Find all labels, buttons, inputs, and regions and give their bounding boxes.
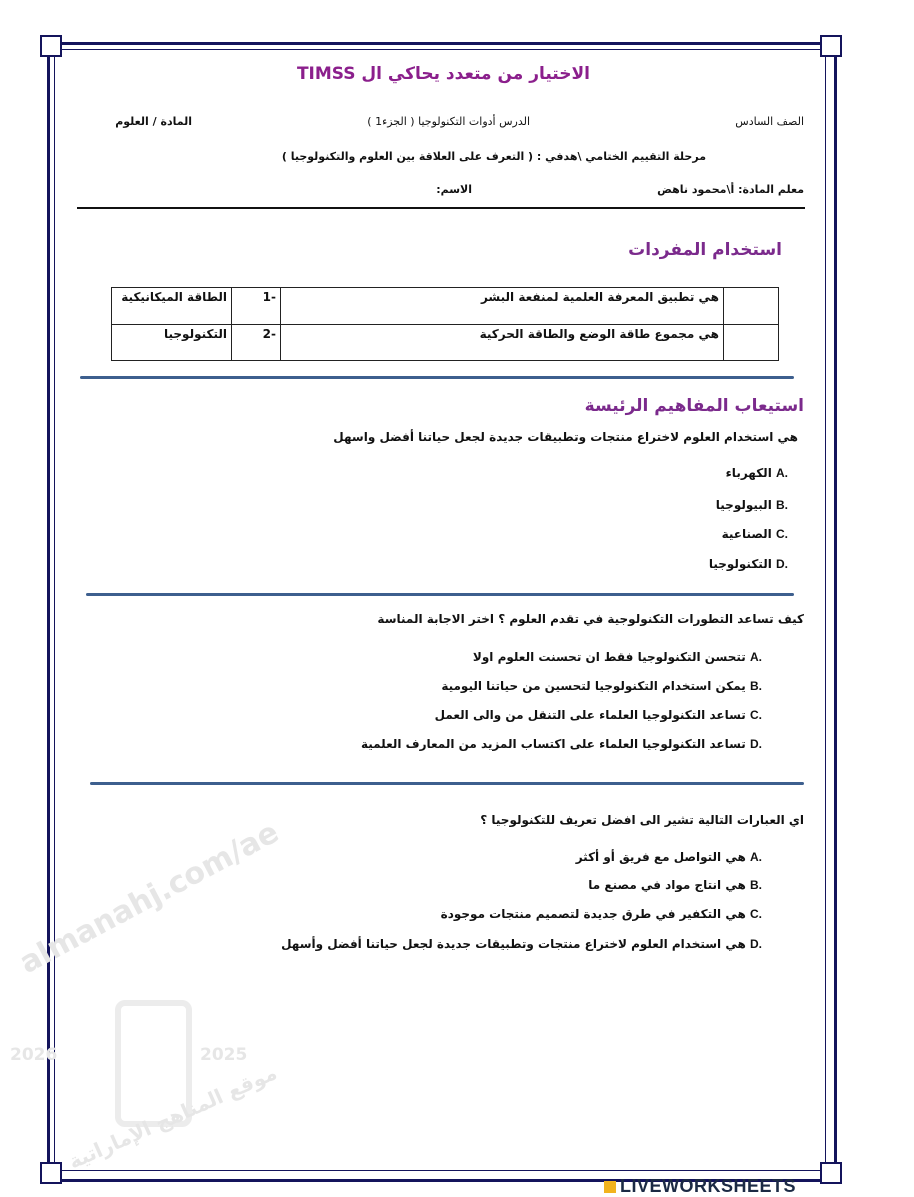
number-cell: -2 xyxy=(232,325,281,361)
option-letter: C. xyxy=(750,708,762,722)
question-1-text: هي استخدام العلوم لاختراع منتجات وتطبيقات جديدة لجعل حياتنا أفضل واسهل xyxy=(333,430,798,444)
option-text: تساعد التكنولوجيا العلماء على التنقل من والى العمل xyxy=(434,708,746,722)
grade-label: الصف السادس xyxy=(735,115,804,128)
q2-option-d[interactable] xyxy=(361,737,772,751)
option-letter: A. xyxy=(750,850,762,864)
option-letter: C. xyxy=(750,907,762,921)
option-text: تساعد التكنولوجيا العلماء على اكتساب المزيد من المعارف العلمية xyxy=(360,737,746,751)
logo-text: LIVEWORKSHEETS xyxy=(620,1176,797,1196)
section-divider xyxy=(86,593,794,596)
option-text: هي انتاج مواد في مصنع ما xyxy=(588,878,746,892)
liveworksheets-logo[interactable] xyxy=(604,1176,796,1197)
vocab-section-title: استخدام المفردات xyxy=(628,240,782,260)
number-cell: -1 xyxy=(232,288,281,325)
q2-option-a[interactable] xyxy=(473,650,772,664)
q3-option-d[interactable] xyxy=(281,937,772,951)
watermark-site: almanahj.com/ae xyxy=(14,814,285,981)
corner-ornament xyxy=(820,1162,842,1184)
name-label: الاسم: xyxy=(436,183,472,196)
option-letter: A. xyxy=(776,466,788,480)
watermark-year-left: 2026 xyxy=(10,1045,58,1065)
corner-ornament xyxy=(40,1162,62,1184)
corner-ornament xyxy=(40,35,62,57)
option-letter: D. xyxy=(750,937,762,951)
option-text: هي استخدام العلوم لاختراع منتجات وتطبيقات جديدة لجعل حياتنا أفضل وأسهل xyxy=(281,937,746,951)
watermark-arabic: موقع المناهج الإماراتية xyxy=(64,1060,281,1174)
option-text: يمكن استخدام التكنولوجيا لتحسين من حياتنا اليومية xyxy=(441,679,746,693)
question-2-text: كيف تساعد التطورات التكنولوجية في تقدم العلوم ؟ اختر الاجابة المناسة xyxy=(377,612,804,626)
q1-option-d[interactable] xyxy=(709,557,798,571)
q3-option-c[interactable] xyxy=(441,907,772,921)
section-divider xyxy=(90,782,804,785)
term-cell: الطاقة الميكانيكية xyxy=(112,288,232,325)
q1-option-a[interactable] xyxy=(726,466,798,480)
q1-option-b[interactable] xyxy=(716,498,798,512)
option-text: البيولوجيا xyxy=(715,498,772,512)
definition-cell: هي مجموع طاقة الوضع والطاقة الحركية xyxy=(281,325,724,361)
answer-box[interactable] xyxy=(724,325,779,361)
logo-mark-icon xyxy=(604,1181,616,1193)
q3-option-a[interactable] xyxy=(576,850,772,864)
header-divider xyxy=(77,207,805,209)
lesson-label: الدرس أدوات التكنولوجيا ( الجزء1 ) xyxy=(367,115,530,128)
option-letter: B. xyxy=(776,498,788,512)
vocab-table xyxy=(111,287,779,361)
stage-label: مرحلة التقييم الختامي \هدفي : ( التعرف على العلاقة بين العلوم والتكنولوجيا ) xyxy=(281,150,706,163)
question-3-text: اي العبارات التالية تشير الى افضل تعريف للتكنولوجيا ؟ xyxy=(480,813,804,827)
definition-cell: هي تطبيق المعرفة العلمية لمنفعة البشر xyxy=(281,288,724,325)
option-letter: A. xyxy=(750,650,762,664)
teacher-label: معلم المادة: أ\محمود ناهض xyxy=(657,183,804,196)
option-letter: B. xyxy=(750,679,762,693)
term-cell: التكنولوجيا xyxy=(112,325,232,361)
option-text: تتحسن التكنولوجيا فقط ان تحسنت العلوم اولا xyxy=(472,650,746,664)
option-letter: D. xyxy=(776,557,788,571)
section-divider xyxy=(80,376,794,379)
answer-box[interactable] xyxy=(724,288,779,325)
option-text: الكهرباء xyxy=(725,466,772,480)
corner-ornament xyxy=(820,35,842,57)
concepts-section-title: استيعاب المفاهيم الرئيسة xyxy=(584,396,804,416)
option-text: التكنولوجيا xyxy=(708,557,772,571)
option-letter: B. xyxy=(750,878,762,892)
option-letter: D. xyxy=(750,737,762,751)
q3-option-b[interactable] xyxy=(588,878,772,892)
option-text: هي التواصل مع فريق أو أكثر xyxy=(575,850,746,864)
q1-option-c[interactable] xyxy=(722,527,798,541)
q2-option-c[interactable] xyxy=(435,708,772,722)
page-title: الاختيار من متعدد يحاكي ال TIMSS xyxy=(296,64,590,84)
option-letter: C. xyxy=(776,527,788,541)
table-row xyxy=(112,325,779,361)
watermark-year-right: 2025 xyxy=(200,1045,248,1065)
subject-label: المادة / العلوم xyxy=(115,115,192,128)
option-text: الصناعية xyxy=(721,527,772,541)
q2-option-b[interactable] xyxy=(441,679,772,693)
table-row xyxy=(112,288,779,325)
option-text: هي التكفير في طرق جديدة لتصميم منتجات موجودة xyxy=(440,907,746,921)
